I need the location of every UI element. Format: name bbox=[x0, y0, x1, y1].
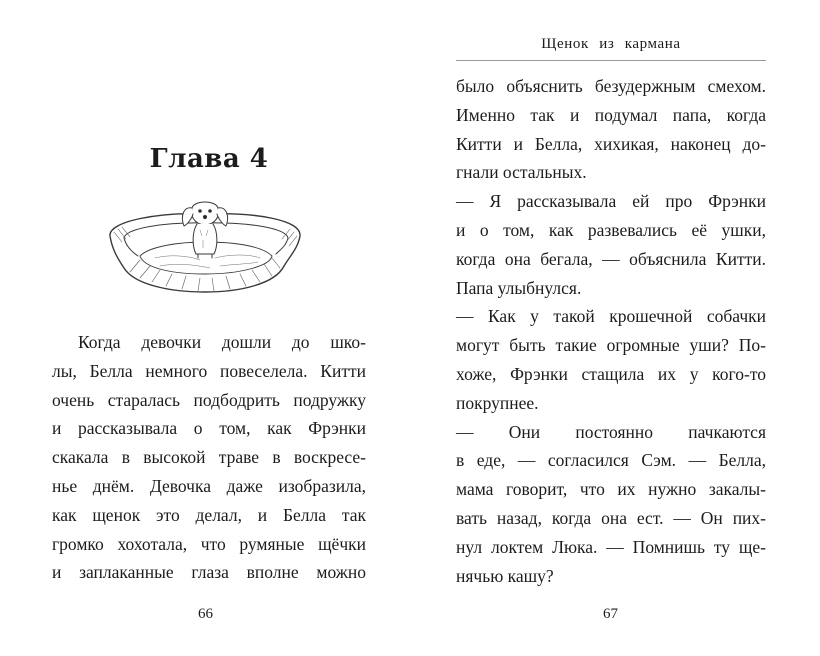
text-line: — Как у такой крошечной собачки bbox=[456, 306, 766, 327]
text-line: когда она бегала, — объяснила Китти. bbox=[456, 248, 766, 269]
text-line: — Я рассказывала ей про Фрэнки bbox=[456, 191, 766, 212]
text-line: нье днём. Девочка даже изобразила, bbox=[52, 475, 366, 496]
left-page-text bbox=[52, 328, 366, 587]
text-line: покрупнее. bbox=[456, 392, 539, 413]
text-line: Папа улыбнулся. bbox=[456, 277, 582, 298]
text-line: и рассказывала о том, как Фрэнки bbox=[52, 418, 366, 439]
text-line: громко хохотала, что румяные щёчки bbox=[52, 533, 366, 554]
text-line: — Они постоянно пачкаются bbox=[456, 421, 766, 442]
text-line: в еде, — согласился Сэм. — Белла, bbox=[456, 450, 766, 471]
puppy-basket-illustration bbox=[100, 196, 310, 306]
text-line: и заплаканные глаза вполне можно bbox=[52, 562, 366, 583]
text-line: лы, Белла немного повеселела. Китти bbox=[52, 360, 366, 381]
text-line: Китти и Белла, хихикая, наконец до- bbox=[456, 133, 766, 154]
right-page-text bbox=[456, 72, 766, 590]
right-page bbox=[410, 0, 820, 656]
text-line: гнали остальных. bbox=[456, 162, 587, 183]
text-line: Когда девочки дошли до шко- bbox=[78, 332, 366, 352]
text-line: нул локтем Люка. — Помнишь ту ще- bbox=[456, 536, 766, 557]
text-line: вать назад, когда она ест. — Он пих- bbox=[456, 507, 766, 528]
text-line: мама говорит, что их нужно закалы- bbox=[456, 479, 766, 500]
page-number: 67 bbox=[603, 606, 618, 622]
text-line: скакала в высокой траве в воскресе- bbox=[52, 447, 366, 468]
header-rule bbox=[456, 60, 766, 61]
page-number: 66 bbox=[198, 606, 213, 622]
text-line: могут быть такие огромные уши? По- bbox=[456, 335, 766, 356]
text-line: хоже, Фрэнки стащила их у кого-то bbox=[456, 363, 766, 384]
text-line: очень старалась подбодрить подружку bbox=[52, 389, 366, 410]
chapter-title: Глава 4 bbox=[149, 144, 269, 174]
text-line: и о том, как развевались её ушки, bbox=[456, 219, 766, 240]
text-line: как щенок это делал, и Белла так bbox=[52, 504, 366, 525]
text-line: было объяснить безудержным смехом. bbox=[456, 76, 766, 96]
text-line: Именно так и подумал папа, когда bbox=[456, 104, 766, 125]
running-head: Щенок из кармана bbox=[541, 36, 681, 52]
text-line: нячью кашу? bbox=[456, 565, 554, 586]
